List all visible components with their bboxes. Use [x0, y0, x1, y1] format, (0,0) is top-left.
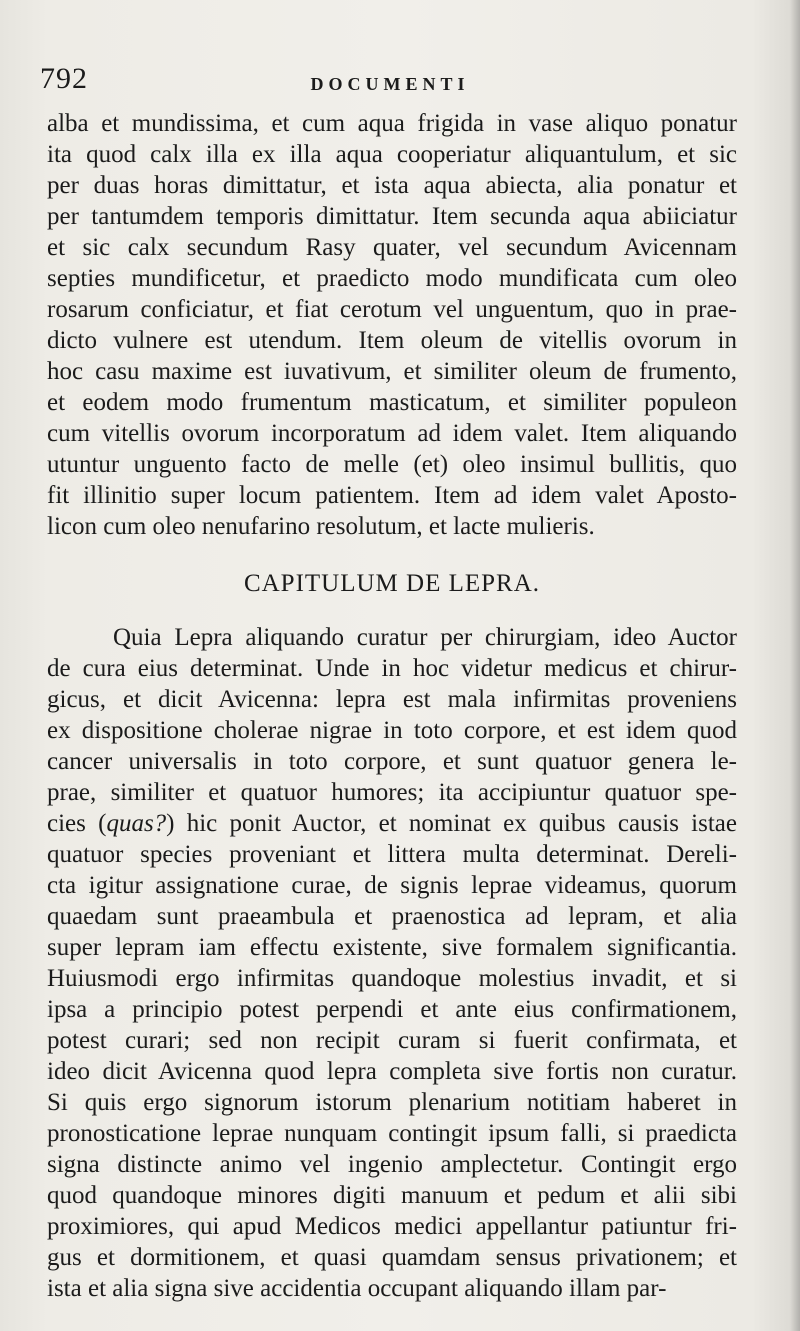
text-line: gus et dormitionem, et quasi quamdam sensus privationem; et — [47, 1244, 737, 1271]
text-line: cancer universalis in toto corpore, et sunt quatuor genera le- — [47, 748, 737, 775]
paragraph-continued — [47, 108, 737, 542]
text-line: potest curari; sed non recipit curam si fuerit confirmata, et — [47, 1027, 737, 1054]
page-header — [40, 62, 740, 102]
page-edge-shadow — [790, 0, 800, 1331]
text-line: Huiusmodi ergo infirmitas quandoque molestius invadit, et si — [47, 965, 737, 992]
text-line: per tantumdem temporis dimittatur. Item secunda aqua abiiciatur — [47, 203, 737, 230]
text-line: rosarum conficiatur, et fiat cerotum vel unguentum, quo in prae- — [47, 296, 737, 323]
text-line: de cura eius determinat. Unde in hoc videtur medicus et chirur- — [47, 655, 737, 682]
text-line: Quia Lepra aliquando curatur per chirurgiam, ideo Auctor — [113, 624, 737, 651]
text-line: et eodem modo frumentum masticatum, et similiter populeon — [47, 389, 737, 416]
italic-word: quas? — [106, 810, 167, 837]
text-line: cta igitur assignatione curae, de signis leprae videamus, quorum — [47, 872, 737, 899]
text-line: super lepram iam effectu existente, sive formalem significantia. — [47, 934, 737, 961]
text-line: gicus, et dicit Avicenna: lepra est mala infirmitas proveniens — [47, 686, 737, 713]
text-line: ista et alia signa sive accidentia occupant aliquando illam par- — [47, 1275, 667, 1302]
body-text — [47, 108, 737, 1304]
text-line: cum vitellis ovorum incorporatum ad idem valet. Item aliquando — [47, 420, 737, 447]
page-number: 792 — [40, 62, 88, 95]
text-line: et sic calx secundum Rasy quater, vel secundum Avicennam — [47, 234, 737, 261]
text-line: quaedam sunt praeambula et praenostica ad lepram, et alia — [47, 903, 737, 930]
text-line: ipsa a principio potest perpendi et ante eius confirmationem, — [47, 996, 737, 1023]
text-line: septies mundificetur, et praedicto modo mundificata cum oleo — [47, 265, 737, 292]
text-line: dicto vulnere est utendum. Item oleum de vitellis ovorum in — [47, 327, 737, 354]
running-head: DOCUMENTI — [310, 74, 470, 94]
text-line: cies (quas?) hic ponit Auctor, et nominat ex quibus causis istae — [47, 810, 737, 837]
text-line: pronosticatione leprae nunquam contingit ipsum falli, si praedicta — [47, 1120, 737, 1147]
paragraph-lepra — [47, 622, 737, 1304]
text-line: signa distincte animo vel ingenio amplectetur. Contingit ergo — [47, 1151, 737, 1178]
text-line: quod quandoque minores digiti manuum et pedum et alii sibi — [47, 1182, 737, 1209]
text-line: quatuor species proveniant et littera multa determinat. Dereli- — [47, 841, 737, 868]
text-line: ex dispositione cholerae nigrae in toto corpore, et est idem quod — [47, 717, 737, 744]
text-line: ita quod calx illa ex illa aqua cooperiatur aliquantulum, et sic — [47, 141, 737, 168]
text-line: fit illinitio super locum patientem. Item ad idem valet Aposto- — [47, 482, 737, 509]
text-line: alba et mundissima, et cum aqua frigida in vase aliquo ponatur — [47, 110, 737, 137]
text-line: utuntur unguento facto de melle (et) oleo insimul bullitis, quo — [47, 451, 737, 478]
text-line: per duas horas dimittatur, et ista aqua abiecta, alia ponatur et — [47, 172, 737, 199]
text-line: ideo dicit Avicenna quod lepra completa sive fortis non curatur. — [47, 1058, 737, 1085]
text-line: licon cum oleo nenufarino resolutum, et lacte mulieris. — [47, 513, 595, 540]
text-line: proximiores, qui apud Medicos medici appellantur patiuntur fri- — [47, 1213, 737, 1240]
text-line: Si quis ergo signorum istorum plenarium notitiam haberet in — [47, 1089, 737, 1116]
text-line: prae, similiter et quatuor humores; ita accipiuntur quatuor spe- — [47, 779, 737, 806]
chapter-title: CAPITULUM DE LEPRA. — [243, 570, 541, 597]
text-line: hoc casu maxime est iuvativum, et similiter oleum de frumento, — [47, 358, 737, 385]
